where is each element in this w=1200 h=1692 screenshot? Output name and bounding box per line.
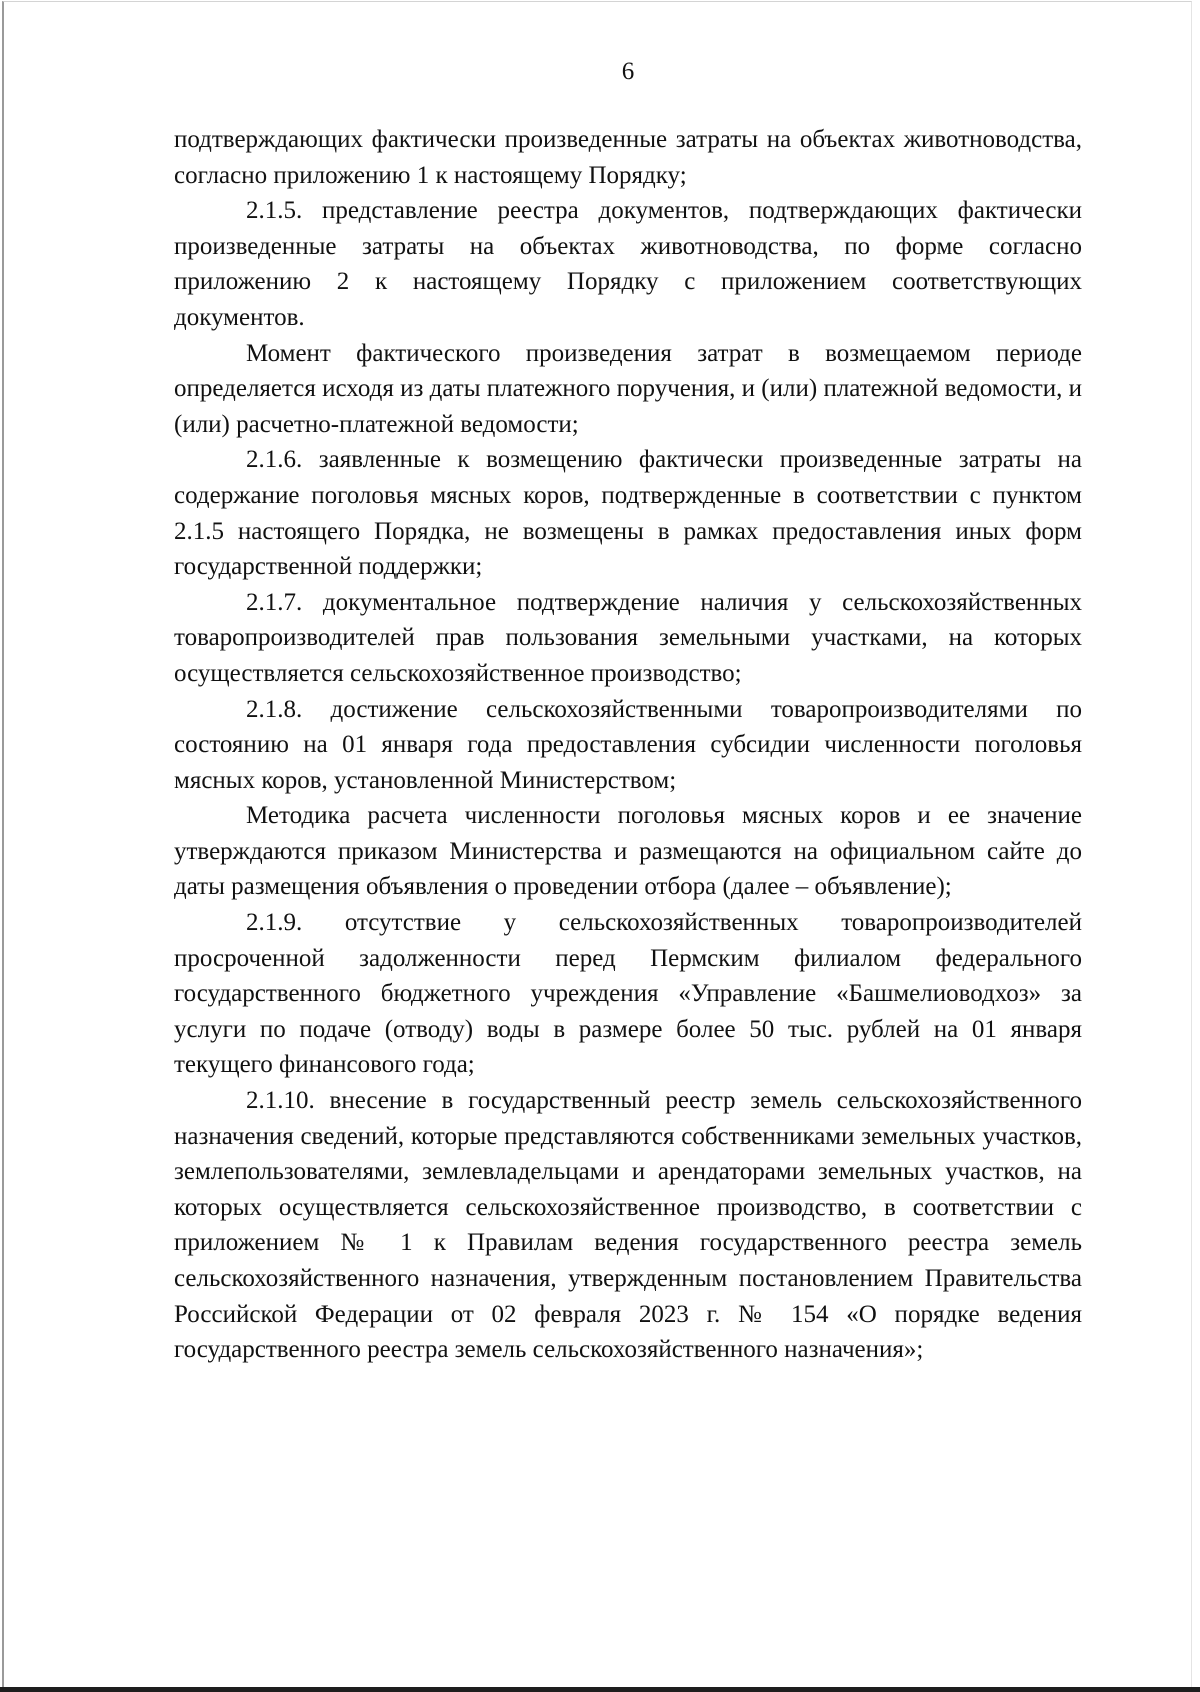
- paragraph-2-1-10: 2.1.10. внесение в государственный реестр земель сельскохозяйственного назначения сведений, которые представляются собственниками земельных участков, землепользователями, землевладельцами и арендаторами земельных участков, на которых осуществляется сельскохозяйственное производство, в соответствии с приложением № 1 к Правилам ведения государственного реестра земель сельскохозяйственного назначения, утвержденным постановлением Правительства Российской Федерации от 02 февраля 2023 г. № 154 «О порядке ведения государственного реестра земель сельскохозяйственного назначения»;: [174, 1087, 1082, 1364]
- paragraph-continued: подтверждающих фактически произведенные затраты на объектах животноводства, согласно приложению 1 к настоящему Порядку;: [174, 126, 1082, 189]
- scan-edge: [0, 1687, 1200, 1692]
- paragraph-2-1-6: 2.1.6. заявленные к возмещению фактически произведенные затраты на содержание поголовья мясных коров, подтвержденные в соответствии с пунктом 2.1.5 настоящего Порядка, не возмещены в рамках предоставления иных форм государственной поддержки;: [174, 446, 1082, 581]
- document-body: [174, 122, 1082, 1368]
- paragraph-cost-moment: Момент фактического произведения затрат в возмещаемом периоде определяется исходя из даты платежного поручения, и (или) платежной ведомости, и (или) расчетно-платежной ведомости;: [174, 339, 1082, 438]
- paragraph-2-1-8: 2.1.8. достижение сельскохозяйственными товаропроизводителями по состоянию на 01 января года предоставления субсидии численности поголовья мясных коров, установленной Министерством;: [174, 695, 1082, 794]
- paragraph-2-1-7: 2.1.7. документальное подтверждение наличия у сельскохозяйственных товаропроизводителей прав пользования земельными участками, на которых осуществляется сельскохозяйственное производство;: [174, 588, 1082, 687]
- page-number: 6: [621, 58, 635, 85]
- paragraph-methodology: Методика расчета численности поголовья мясных коров и ее значение утверждаются приказом Министерства и размещаются на официальном сайте до даты размещения объявления о проведении отбора (далее – объявление);: [174, 802, 1082, 901]
- paragraph-2-1-9: 2.1.9. отсутствие у сельскохозяйственных товаропроизводителей просроченной задолженности перед Пермским филиалом федерального государственного бюджетного учреждения «Управление «Башмелиоводхоз» за услуги по подаче (отводу) воды в размере более 50 тыс. рублей на 01 января текущего финансового года;: [174, 909, 1082, 1079]
- paragraph-2-1-5: 2.1.5. представление реестра документов, подтверждающих фактически произведенные затраты на объектах животноводства, по форме согласно приложению 2 к настоящему Порядку с приложением соответствующих документов.: [174, 197, 1082, 331]
